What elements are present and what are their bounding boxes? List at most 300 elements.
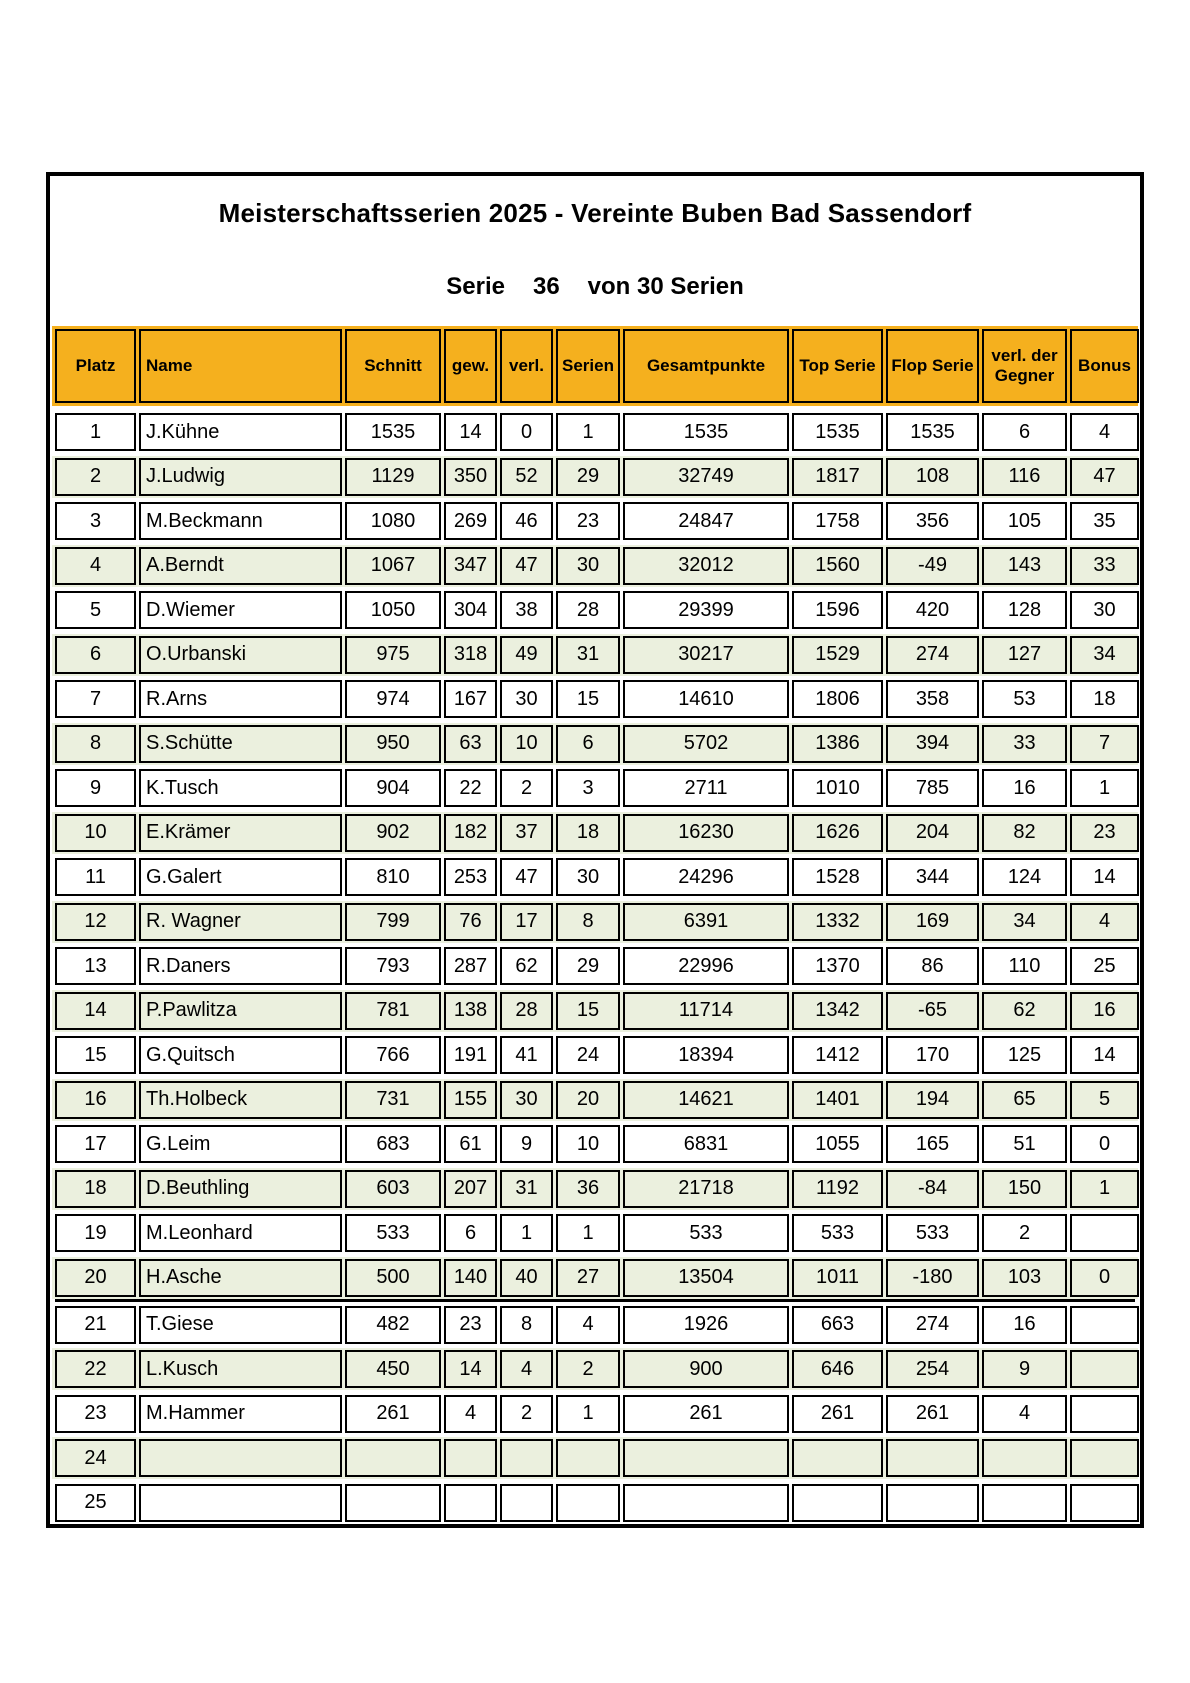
cell-gew: 23 [444,1306,497,1344]
cell-top-serie [792,1439,883,1477]
cell-serien [556,1439,620,1477]
cell-serien: 30 [556,858,620,896]
cell-verl-der-gegner: 62 [982,992,1067,1030]
cell-schnitt: 793 [345,947,441,985]
cell-top-serie: 1528 [792,858,883,896]
cell-gesamtpunkte: 14610 [623,680,789,718]
cell-top-serie: 646 [792,1350,883,1388]
cell-verl-der-gegner: 150 [982,1170,1067,1208]
cell-name: A.Berndt [139,547,342,585]
cell-flop-serie: 274 [886,1306,979,1344]
cell-verl: 8 [500,1306,553,1344]
cell-schnitt: 533 [345,1214,441,1252]
standings-table [50,326,1140,1524]
cell-top-serie: 1535 [792,413,883,451]
cell-verl: 46 [500,502,553,540]
cell-verl-der-gegner: 53 [982,680,1067,718]
cell-name: L.Kusch [139,1350,342,1388]
cell-gesamtpunkte: 32749 [623,458,789,496]
cell-verl [500,1439,553,1477]
cell-schnitt: 450 [345,1350,441,1388]
header-row [52,326,1138,406]
cell-gesamtpunkte: 1535 [623,413,789,451]
cell-verl: 62 [500,947,553,985]
cell-verl-der-gegner: 103 [982,1259,1067,1297]
cell-gew: 22 [444,769,497,807]
cell-gew: 182 [444,814,497,852]
cell-gew: 269 [444,502,497,540]
cell-verl: 2 [500,769,553,807]
cell-gew: 191 [444,1036,497,1074]
cell-serien: 28 [556,591,620,629]
cell-serien: 20 [556,1081,620,1119]
cell-flop-serie: 394 [886,725,979,763]
column-header-verl: verl. [500,329,553,403]
cell-verl: 47 [500,858,553,896]
cell-verl-der-gegner: 4 [982,1395,1067,1433]
cell-top-serie: 1055 [792,1125,883,1163]
table-row [52,1304,1138,1346]
cell-flop-serie: 420 [886,591,979,629]
cell-gew: 318 [444,636,497,674]
cell-serien: 30 [556,547,620,585]
cell-gesamtpunkte: 13504 [623,1259,789,1297]
cell-top-serie: 1386 [792,725,883,763]
cell-gesamtpunkte: 16230 [623,814,789,852]
cell-verl: 52 [500,458,553,496]
cell-bonus: 25 [1070,947,1139,985]
cell-serien [556,1484,620,1522]
cell-name: K.Tusch [139,769,342,807]
cell-name: P.Pawlitza [139,992,342,1030]
column-header-schnitt: Schnitt [345,329,441,403]
cell-schnitt: 974 [345,680,441,718]
cell-verl-der-gegner [982,1484,1067,1522]
table-row [52,1348,1138,1390]
cell-schnitt: 766 [345,1036,441,1074]
cell-serien: 4 [556,1306,620,1344]
cell-flop-serie: 204 [886,814,979,852]
cell-top-serie: 533 [792,1214,883,1252]
cell-verl-der-gegner: 16 [982,1306,1067,1344]
cell-verl-der-gegner: 65 [982,1081,1067,1119]
cell-verl-der-gegner: 125 [982,1036,1067,1074]
cell-platz: 21 [55,1306,136,1344]
cell-schnitt: 1129 [345,458,441,496]
column-header-name: Name [139,329,342,403]
cell-gesamtpunkte: 5702 [623,725,789,763]
cell-verl-der-gegner: 124 [982,858,1067,896]
cell-verl [500,1484,553,1522]
table-row [52,678,1138,720]
cell-gew: 76 [444,903,497,941]
cell-top-serie: 261 [792,1395,883,1433]
cell-serien: 1 [556,413,620,451]
cell-schnitt: 781 [345,992,441,1030]
cell-verl-der-gegner: 6 [982,413,1067,451]
page-title: Meisterschaftsserien 2025 - Vereinte Buben Bad Sassendorf [218,198,972,228]
cell-flop-serie: 170 [886,1036,979,1074]
cell-gew: 138 [444,992,497,1030]
cell-gesamtpunkte: 6831 [623,1125,789,1163]
cell-gesamtpunkte: 1926 [623,1306,789,1344]
cell-bonus [1070,1439,1139,1477]
cell-top-serie: 1342 [792,992,883,1030]
table-row [52,1034,1138,1076]
cell-flop-serie: 785 [886,769,979,807]
table-row [52,634,1138,676]
cell-serien: 8 [556,903,620,941]
cell-flop-serie: 358 [886,680,979,718]
cell-platz: 9 [55,769,136,807]
table-row [52,945,1138,987]
cell-platz: 8 [55,725,136,763]
cell-serien: 10 [556,1125,620,1163]
cell-schnitt [345,1439,441,1477]
cell-top-serie: 1817 [792,458,883,496]
cell-bonus: 14 [1070,858,1139,896]
table-row [52,545,1138,587]
cell-bonus: 30 [1070,591,1139,629]
cell-platz: 1 [55,413,136,451]
cell-schnitt [345,1484,441,1522]
cell-gew [444,1484,497,1522]
cell-serien: 23 [556,502,620,540]
cell-verl: 28 [500,992,553,1030]
cell-name: R.Arns [139,680,342,718]
cell-name [139,1439,342,1477]
cell-serien: 24 [556,1036,620,1074]
cell-gesamtpunkte: 261 [623,1395,789,1433]
cell-flop-serie: 356 [886,502,979,540]
cell-gesamtpunkte: 21718 [623,1170,789,1208]
cell-gew: 140 [444,1259,497,1297]
table-body [52,411,1138,1524]
cell-verl-der-gegner: 34 [982,903,1067,941]
cell-flop-serie: -84 [886,1170,979,1208]
cell-top-serie: 1596 [792,591,883,629]
cell-top-serie: 1192 [792,1170,883,1208]
cell-gew: 14 [444,413,497,451]
series-current-number: 36 [532,273,560,300]
cell-top-serie: 1626 [792,814,883,852]
cell-bonus: 47 [1070,458,1139,496]
cell-bonus [1070,1484,1139,1522]
cell-verl-der-gegner: 110 [982,947,1067,985]
cell-platz: 22 [55,1350,136,1388]
cell-verl: 40 [500,1259,553,1297]
cell-verl-der-gegner: 33 [982,725,1067,763]
cell-verl-der-gegner [982,1439,1067,1477]
cell-name: O.Urbanski [139,636,342,674]
cell-schnitt: 500 [345,1259,441,1297]
cell-bonus: 34 [1070,636,1139,674]
cell-serien: 1 [556,1214,620,1252]
cell-top-serie: 1529 [792,636,883,674]
cell-gesamtpunkte: 24296 [623,858,789,896]
cell-platz: 5 [55,591,136,629]
cell-name: M.Beckmann [139,502,342,540]
cell-verl-der-gegner: 143 [982,547,1067,585]
cell-gew: 207 [444,1170,497,1208]
cell-bonus [1070,1395,1139,1433]
table-row [52,856,1138,898]
cell-gew: 63 [444,725,497,763]
cell-serien: 1 [556,1395,620,1433]
table-row [52,456,1138,498]
cell-platz: 6 [55,636,136,674]
cell-verl-der-gegner: 82 [982,814,1067,852]
cell-gesamtpunkte: 30217 [623,636,789,674]
cell-verl-der-gegner: 105 [982,502,1067,540]
cell-name [139,1484,342,1522]
cell-serien: 6 [556,725,620,763]
cell-bonus: 0 [1070,1259,1139,1297]
column-header-bonus: Bonus [1070,329,1139,403]
cell-verl: 47 [500,547,553,585]
cell-verl: 1 [500,1214,553,1252]
cell-schnitt: 731 [345,1081,441,1119]
cell-name: D.Wiemer [139,591,342,629]
qualification-cutoff-line [55,1299,1135,1302]
cell-bonus: 4 [1070,413,1139,451]
cell-verl: 9 [500,1125,553,1163]
cell-serien: 3 [556,769,620,807]
cell-serien: 31 [556,636,620,674]
cell-schnitt: 603 [345,1170,441,1208]
series-of-label: von 30 Serien [587,273,744,300]
table-row [52,1437,1138,1479]
cell-platz: 2 [55,458,136,496]
column-header-serien: Serien [556,329,620,403]
cell-flop-serie: -180 [886,1259,979,1297]
cell-verl-der-gegner: 51 [982,1125,1067,1163]
cell-verl-der-gegner: 127 [982,636,1067,674]
column-header-flop-serie: Flop Serie [886,329,979,403]
cell-platz: 14 [55,992,136,1030]
cell-bonus: 18 [1070,680,1139,718]
cell-gew [444,1439,497,1477]
table-row [52,589,1138,631]
cell-schnitt: 482 [345,1306,441,1344]
cell-platz: 17 [55,1125,136,1163]
table-row [52,901,1138,943]
cell-name: G.Quitsch [139,1036,342,1074]
cell-top-serie: 1010 [792,769,883,807]
cell-flop-serie: 261 [886,1395,979,1433]
cell-flop-serie: 194 [886,1081,979,1119]
cell-schnitt: 1535 [345,413,441,451]
cell-gesamtpunkte: 18394 [623,1036,789,1074]
cell-schnitt: 683 [345,1125,441,1163]
column-header-platz: Platz [55,329,136,403]
cell-gesamtpunkte: 29399 [623,591,789,629]
cell-gew: 253 [444,858,497,896]
cell-bonus: 23 [1070,814,1139,852]
cell-bonus [1070,1306,1139,1344]
series-subtitle [446,273,744,301]
cell-top-serie: 1011 [792,1259,883,1297]
cell-name: J.Ludwig [139,458,342,496]
cell-flop-serie: 254 [886,1350,979,1388]
table-row [52,812,1138,854]
cell-gew: 304 [444,591,497,629]
cell-serien: 29 [556,947,620,985]
cell-name: H.Asche [139,1259,342,1297]
cell-flop-serie: 169 [886,903,979,941]
cell-flop-serie [886,1439,979,1477]
cell-bonus: 1 [1070,1170,1139,1208]
cell-bonus [1070,1214,1139,1252]
cell-platz: 7 [55,680,136,718]
cell-name: R.Daners [139,947,342,985]
cell-gesamtpunkte: 11714 [623,992,789,1030]
cell-name: M.Leonhard [139,1214,342,1252]
table-row [52,1393,1138,1435]
cell-verl: 17 [500,903,553,941]
cell-platz: 13 [55,947,136,985]
cell-gesamtpunkte [623,1484,789,1522]
cell-bonus [1070,1350,1139,1388]
cell-gesamtpunkte: 533 [623,1214,789,1252]
cell-schnitt: 902 [345,814,441,852]
cell-gesamtpunkte: 900 [623,1350,789,1388]
cell-verl: 37 [500,814,553,852]
cell-name: J.Kühne [139,413,342,451]
cell-schnitt: 950 [345,725,441,763]
cell-flop-serie: -65 [886,992,979,1030]
cell-verl: 30 [500,1081,553,1119]
cell-verl: 41 [500,1036,553,1074]
table-row [52,767,1138,809]
cell-verl: 4 [500,1350,553,1388]
cell-verl: 31 [500,1170,553,1208]
cell-serien: 15 [556,992,620,1030]
cell-gesamtpunkte: 6391 [623,903,789,941]
cell-gew: 167 [444,680,497,718]
column-header-gesamtpunkte: Gesamtpunkte [623,329,789,403]
cell-top-serie: 1758 [792,502,883,540]
cell-name: M.Hammer [139,1395,342,1433]
column-header-top-serie: Top Serie [792,329,883,403]
cell-gesamtpunkte: 22996 [623,947,789,985]
cell-verl-der-gegner: 128 [982,591,1067,629]
cell-serien: 15 [556,680,620,718]
cell-platz: 18 [55,1170,136,1208]
table-row [52,1257,1138,1299]
table-row [52,411,1138,453]
cell-top-serie: 1560 [792,547,883,585]
cell-platz: 19 [55,1214,136,1252]
cell-gesamtpunkte: 2711 [623,769,789,807]
cell-gew: 4 [444,1395,497,1433]
cell-verl-der-gegner: 9 [982,1350,1067,1388]
cell-serien: 36 [556,1170,620,1208]
table-row [52,1079,1138,1121]
cell-gew: 350 [444,458,497,496]
cell-flop-serie: 1535 [886,413,979,451]
cell-bonus: 0 [1070,1125,1139,1163]
cell-verl: 10 [500,725,553,763]
cell-platz: 3 [55,502,136,540]
cell-gesamtpunkte: 32012 [623,547,789,585]
cell-platz: 23 [55,1395,136,1433]
cell-serien: 27 [556,1259,620,1297]
cell-platz: 25 [55,1484,136,1522]
cell-bonus: 7 [1070,725,1139,763]
cell-schnitt: 1050 [345,591,441,629]
cell-platz: 10 [55,814,136,852]
cell-schnitt: 975 [345,636,441,674]
cell-platz: 16 [55,1081,136,1119]
cell-gew: 347 [444,547,497,585]
cell-name: Th.Holbeck [139,1081,342,1119]
cell-flop-serie: 165 [886,1125,979,1163]
cell-name: G.Leim [139,1125,342,1163]
cell-name: S.Schütte [139,725,342,763]
cell-schnitt: 1067 [345,547,441,585]
table-row [52,1212,1138,1254]
cell-platz: 24 [55,1439,136,1477]
cell-bonus: 35 [1070,502,1139,540]
cell-flop-serie: 108 [886,458,979,496]
cell-gew: 61 [444,1125,497,1163]
cell-flop-serie: 274 [886,636,979,674]
table-row [52,1168,1138,1210]
cell-verl-der-gegner: 116 [982,458,1067,496]
cell-top-serie: 1332 [792,903,883,941]
cell-verl: 49 [500,636,553,674]
spreadsheet-frame [46,172,1144,1528]
cell-verl: 38 [500,591,553,629]
cell-platz: 20 [55,1259,136,1297]
cell-verl-der-gegner: 16 [982,769,1067,807]
table-row [52,1482,1138,1524]
cell-serien: 18 [556,814,620,852]
cell-schnitt: 810 [345,858,441,896]
cell-schnitt: 1080 [345,502,441,540]
cell-bonus: 33 [1070,547,1139,585]
cell-verl-der-gegner: 2 [982,1214,1067,1252]
cell-platz: 4 [55,547,136,585]
table-row [52,1123,1138,1165]
cell-name: G.Galert [139,858,342,896]
cell-name: R. Wagner [139,903,342,941]
cell-top-serie: 1370 [792,947,883,985]
cell-gew: 6 [444,1214,497,1252]
cell-gesamtpunkte [623,1439,789,1477]
cell-gew: 287 [444,947,497,985]
series-label: Serie [446,273,505,300]
cell-verl: 0 [500,413,553,451]
cell-flop-serie [886,1484,979,1522]
cell-gesamtpunkte: 24847 [623,502,789,540]
cell-flop-serie: 533 [886,1214,979,1252]
cell-bonus: 14 [1070,1036,1139,1074]
cell-gesamtpunkte: 14621 [623,1081,789,1119]
cell-top-serie: 1806 [792,680,883,718]
cell-serien: 29 [556,458,620,496]
table-row [52,990,1138,1032]
cell-name: D.Beuthling [139,1170,342,1208]
cell-bonus: 5 [1070,1081,1139,1119]
cell-platz: 15 [55,1036,136,1074]
cell-bonus: 16 [1070,992,1139,1030]
cell-verl: 2 [500,1395,553,1433]
column-header-verl-der-gegner: verl. der Gegner [982,329,1067,403]
cell-top-serie: 663 [792,1306,883,1344]
cell-name: E.Krämer [139,814,342,852]
